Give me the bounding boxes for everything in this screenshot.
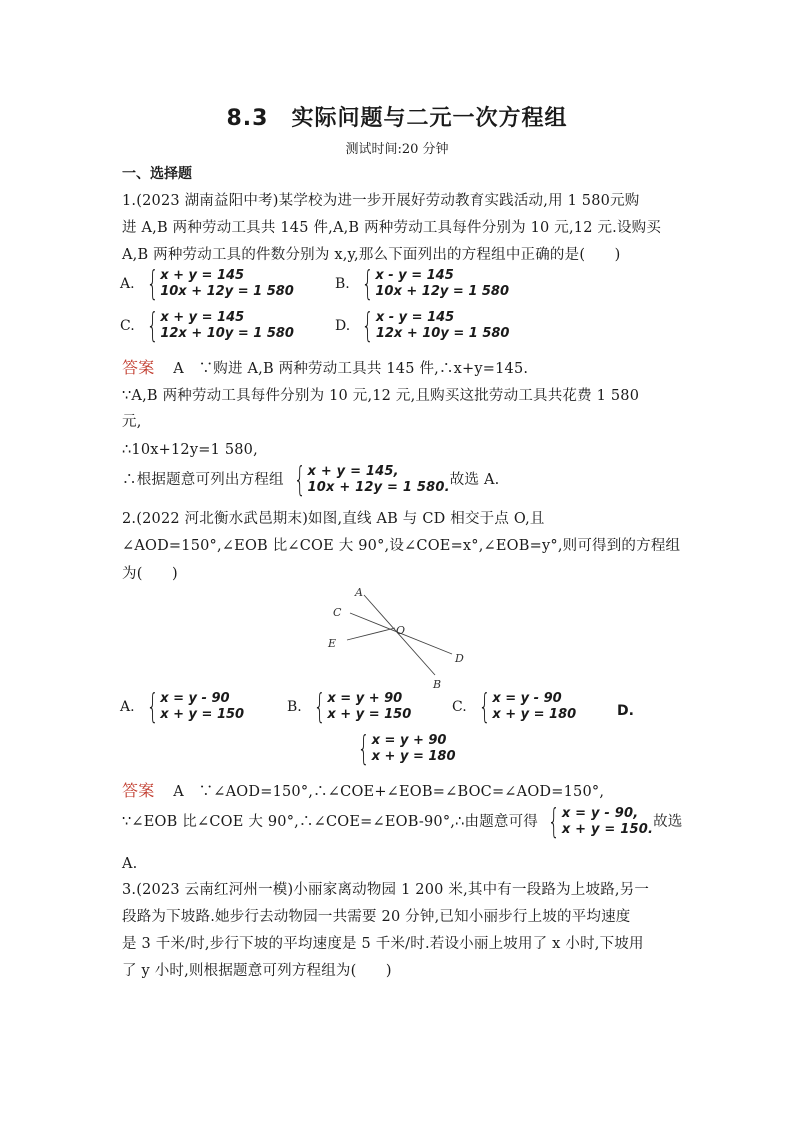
brace-glyph: { (478, 687, 491, 727)
point-label-b: B (433, 678, 442, 691)
option-label: A. (120, 276, 135, 292)
q2-answer-line-2 (122, 802, 683, 842)
option-label: B. (335, 276, 350, 292)
equation: x + y = 150 (327, 707, 412, 722)
q1-option-d[interactable] (335, 306, 510, 346)
equation: x + y = 145 (160, 268, 245, 283)
point-label-c: C (333, 606, 342, 619)
equation: x + y = 180 (371, 749, 456, 764)
ray-oe (347, 628, 395, 640)
q3-line-1: 3.(2023 云南红河州一模)小丽家离动物园 1 200 米,其中有一段路为上坡路,另一 (122, 882, 650, 898)
answer-text: ∴根据题意可列出方程组 (122, 472, 284, 488)
q1-option-c[interactable] (120, 306, 294, 346)
section-heading: 一、选择题 (122, 166, 192, 182)
equation: x + y = 150. (561, 822, 654, 837)
option-label: C. (452, 699, 467, 715)
equation: x + y = 145, (307, 464, 399, 479)
equation: 10x + 12y = 1 580. (307, 480, 450, 495)
point-label-o: O (396, 624, 406, 637)
q2-line-3: 为( ) (122, 566, 178, 582)
equation: x = y - 90 (492, 691, 562, 706)
point-label-a: A (355, 586, 363, 599)
q1-option-b[interactable] (335, 264, 510, 304)
q2-option-d[interactable] (348, 729, 456, 769)
option-label: A. (120, 699, 135, 715)
q1-line-1: 1.(2023 湖南益阳中考)某学校为进一步开展好劳动教育实践活动,用 1 580元购 (122, 193, 640, 209)
equation: x = y + 90 (327, 691, 403, 706)
equation: 12x + 10y = 1 580 (160, 326, 294, 341)
q2-line-2: ∠AOD=150°,∠EOB 比∠COE 大 90°,设∠COE=x°,∠EOB=y°,则可得到的方程组 (122, 538, 681, 554)
answer-text: A ∵购进 A,B 两种劳动工具共 145 件,∴x+y=145. (173, 361, 529, 377)
equation: x = y - 90, (561, 806, 639, 821)
brace-glyph: { (146, 264, 159, 304)
equation: x + y = 180 (492, 707, 577, 722)
equation: 10x + 12y = 1 580 (160, 284, 294, 299)
q2-option-b[interactable] (287, 687, 412, 727)
brace-glyph: { (547, 802, 560, 842)
q1-line-3: A,B 两种劳动工具的件数分别为 x,y,那么下面列出的方程组中正确的是( ) (122, 247, 621, 263)
q1-answer-line-3: 元, (122, 414, 142, 430)
equation: x - y = 145 (375, 268, 454, 283)
page-title: 8.3 实际问题与二元一次方程组 (226, 106, 568, 131)
point-label-d: D (455, 652, 464, 665)
equation: x + y = 150 (160, 707, 245, 722)
q3-line-4: 了 y 小时,则根据题意可列方程组为( ) (122, 963, 392, 979)
brace-glyph: { (293, 460, 306, 500)
equation: x = y - 90 (160, 691, 230, 706)
brace-glyph: { (357, 729, 370, 769)
brace-glyph: { (361, 264, 374, 304)
equation: x - y = 145 (375, 310, 455, 325)
point-label-e: E (328, 637, 337, 650)
answer-tag: 答案 (122, 781, 155, 800)
answer-text: A ∵∠AOD=150°,∴∠COE+∠EOB=∠BOC=∠AOD=150°, (173, 784, 605, 800)
answer-tag: 答案 (122, 358, 155, 377)
brace-glyph: { (146, 687, 159, 727)
brace-glyph: { (361, 306, 374, 346)
brace-glyph: { (146, 306, 159, 346)
brace-glyph: { (313, 687, 326, 727)
option-label: D. (335, 318, 351, 334)
equation: 10x + 12y = 1 580 (375, 284, 510, 299)
test-time: 测试时间:20 分钟 (345, 142, 449, 157)
equation: x = y + 90 (371, 733, 447, 748)
q2-answer-line-1 (122, 782, 604, 801)
q1-answer-line-1 (122, 359, 528, 378)
q2-answer-line-3: A. (122, 856, 138, 872)
option-label: C. (120, 318, 135, 334)
answer-text: ∵∠EOB 比∠COE 大 90°,∴∠COE=∠EOB-90°,∴由题意可得 (122, 814, 539, 830)
equation: 12x + 10y = 1 580 (375, 326, 510, 341)
option-label: B. (287, 699, 302, 715)
q2-option-a[interactable] (120, 687, 245, 727)
geometry-figure (320, 580, 480, 692)
q2-line-1: 2.(2022 河北衡水武邑期末)如图,直线 AB 与 CD 相交于点 O,且 (122, 511, 545, 527)
q1-line-2: 进 A,B 两种劳动工具共 145 件,A,B 两种劳动工具每件分别为 10 元,12 元.设购买 (122, 220, 662, 236)
equation: x + y = 145 (160, 310, 245, 325)
q2-option-c[interactable] (452, 687, 577, 727)
answer-text: 故选 (653, 814, 683, 830)
q2-option-d-label[interactable]: D. (617, 703, 634, 719)
q3-line-2: 段路为下坡路.她步行去动物园一共需要 20 分钟,已知小丽步行上坡的平均速度 (122, 909, 631, 925)
q1-answer-line-5 (122, 460, 500, 500)
answer-text: 故选 A. (449, 472, 500, 488)
q1-answer-line-4: ∴10x+12y=1 580, (122, 442, 258, 458)
q1-option-a[interactable] (120, 264, 294, 304)
q1-answer-line-2: ∵A,B 两种劳动工具每件分别为 10 元,12 元,且购买这批劳动工具共花费 1 580 (122, 388, 640, 404)
q3-line-3: 是 3 千米/时,步行下坡的平均速度是 5 千米/时.若设小丽上坡用了 x 小时,下坡用 (122, 936, 644, 952)
